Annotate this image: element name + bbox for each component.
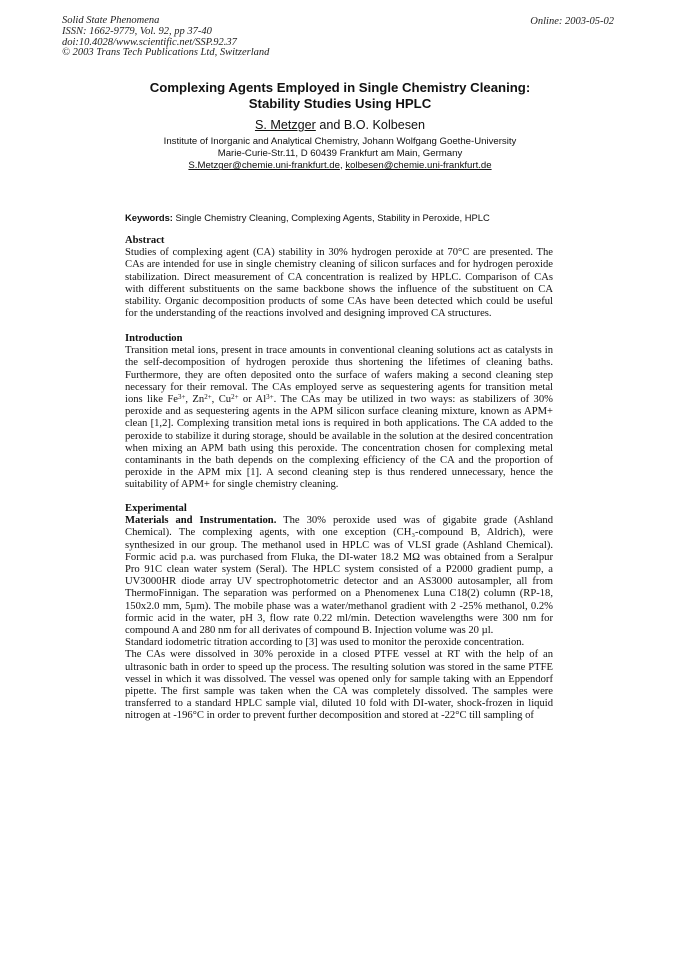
intro-sup-al: 3+ bbox=[266, 393, 274, 402]
title-line-2: Stability Studies Using HPLC bbox=[248, 96, 432, 111]
intro-sup-fe: 3+ bbox=[177, 393, 186, 402]
online-date: Online: 2003-05-02 bbox=[530, 16, 614, 27]
abstract-section bbox=[125, 235, 553, 320]
copyright-line: © 2003 Trans Tech Publications Ltd, Switzerland bbox=[62, 47, 270, 59]
email-metzger-link[interactable]: S.Metzger@chemie.uni-frankfurt.de bbox=[188, 160, 340, 172]
paper-title bbox=[62, 80, 618, 112]
intro-text-b: , Zn bbox=[185, 394, 205, 406]
intro-text-d: or Al bbox=[238, 394, 267, 406]
author-metzger: S. Metzger bbox=[254, 118, 316, 132]
affiliation bbox=[62, 136, 618, 173]
keywords-text: Single Chemistry Cleaning, Complexing Agents, Stability in Peroxide, HPLC bbox=[172, 212, 490, 223]
experimental-heading: Experimental bbox=[125, 503, 187, 514]
email-kolbesen-link[interactable]: kolbesen@chemie.uni-frankfurt.de bbox=[345, 160, 492, 172]
introduction-text bbox=[125, 345, 553, 491]
keywords-label: Keywords: bbox=[125, 212, 173, 223]
authors bbox=[62, 118, 618, 132]
titration-paragraph: Standard iodometric titration according to [3] was used to monitor the peroxide concentration. bbox=[125, 637, 525, 649]
issn-line: ISSN: 1662-9779, Vol. 92, pp 37-40 bbox=[62, 25, 212, 37]
affiliation-institute: Institute of Inorganic and Analytical Chemistry, Johann Wolfgang Goethe-University bbox=[163, 136, 517, 147]
procedure-paragraph: The CAs were dissolved in 30% peroxide in a closed PTFE vessel at RT with the help of an ultrasonic bath in order to speed up the process. The resulting solution was stored in the same PTFE vessel in which it was dissolved. The vessel was opened only for sample taking with an Eppendorf pipette. The first sample was taken when the CA was completely dissolved. The samples were transferred to a standard HPLC sample vial, diluted 10 fold with DI-water, shock-frozen in liquid nitrogen at -196°C in order to prevent further decomposition and stored at -22°C till sampling of bbox=[125, 649, 553, 722]
keywords bbox=[125, 212, 565, 223]
abstract-heading: Abstract bbox=[125, 235, 165, 246]
experimental-section bbox=[125, 503, 553, 723]
abstract-text: Studies of complexing agent (CA) stability in 30% hydrogen peroxide at 70°C are presented. The CAs are intended for use in single chemistry cleaning of silicon surfaces and for hydrogen peroxide stabilization. Direct measurement of CA concentration is realized by HPLC. Comparison of CAs with different substituents on the same backbone shows the influence of the substituent on CA stability. Organic decomposition products of some CAs have been detected which could be useful for the understanding of the reactions involved and designing improved CA structures. bbox=[125, 247, 553, 320]
materials-paragraph bbox=[125, 515, 553, 637]
email-line bbox=[62, 160, 618, 172]
intro-text-a: Transition metal ions, present in trace amounts in conventional cleaning solutions act as catalysts in the self-decomposition of hydrogen peroxide thus shortening the lifetimes of cleaning baths. Furthermore, they are often deposited onto the surface of wafers making a second cleaning step necessary for their removal. The CAs employed serve as sequestering agents for transition metal ions like Fe bbox=[125, 345, 553, 406]
title-line-1: Complexing Agents Employed in Single Chemistry Cleaning: bbox=[149, 80, 531, 95]
author-and: and bbox=[315, 118, 344, 132]
doi-line: doi:10.4028/www.scientific.net/SSP.92.37 bbox=[62, 36, 237, 48]
intro-sup-cu: 2+ bbox=[231, 393, 239, 402]
introduction-heading: Introduction bbox=[125, 333, 183, 344]
journal-header bbox=[62, 16, 269, 59]
introduction-section bbox=[125, 333, 553, 492]
materials-subheading: Materials and Instrumentation. bbox=[125, 515, 277, 527]
journal-name: Solid State Phenomena bbox=[62, 15, 160, 26]
intro-sup-zn: 2+ bbox=[204, 393, 212, 402]
intro-text-e: . The CAs may be utilized in two ways: as stabilizers of 30% peroxide and as sequestering agents in the APM silicon surface cleaning mixture, known as APM+ clean [1,2]. Complexing transition metal ions is required in both applications. The CA added to the peroxide to stabilize it during storage, should be available in the solution at the desired concentration when mixing an APM bath using this peroxide. The concentration chosen for complexing metal contaminants in the bath depends on the complexing efficiency of the CA and the proportion of peroxide in the APM mix [1]. A second cleaning step is thus rendered unnecessary, hence the suitability of APM+ for single chemistry cleaning. bbox=[125, 394, 553, 491]
affiliation-address: Marie-Curie-Str.11, D 60439 Frankfurt am Main, Germany bbox=[217, 148, 463, 160]
intro-text-c: , Cu bbox=[211, 394, 232, 406]
author-kolbesen: B.O. Kolbesen bbox=[343, 118, 426, 132]
email-separator: , bbox=[339, 160, 346, 172]
materials-text: The 30% peroxide used was of gigabite grade (Ashland Chemical). The complexing agents, with one exception (CH₃-compound B, Aldrich), were synthesized in our group. The methanol used in HPLC was of VLSI grade (Ashland Chemical). Formic acid p.a. was purchased from Fluka, the DI-water 18.2 MΩ was obtained from a Seralpur Pro 91C clean water system (Seral). The HPLC system consisted of a P2000 gradient pump, a UV3000HR diode array UV spectrophotometric detector and an AS3000 autosampler, all from ThermoFinnigan. The separation was performed on a Phenomenex Luna C18(2) column (RP-18, 150x2.0 mm, 5µm). The mobile phase was a water/methanol gradient with 2 -25% methanol, 0.2% formic acid in the water, pH 3, flow rate 0.22 ml/min. Detection wavelengths were 300 nm for compound A and 280 nm for all derivates of compound B. Injection volume was 20 µl. bbox=[125, 515, 553, 637]
